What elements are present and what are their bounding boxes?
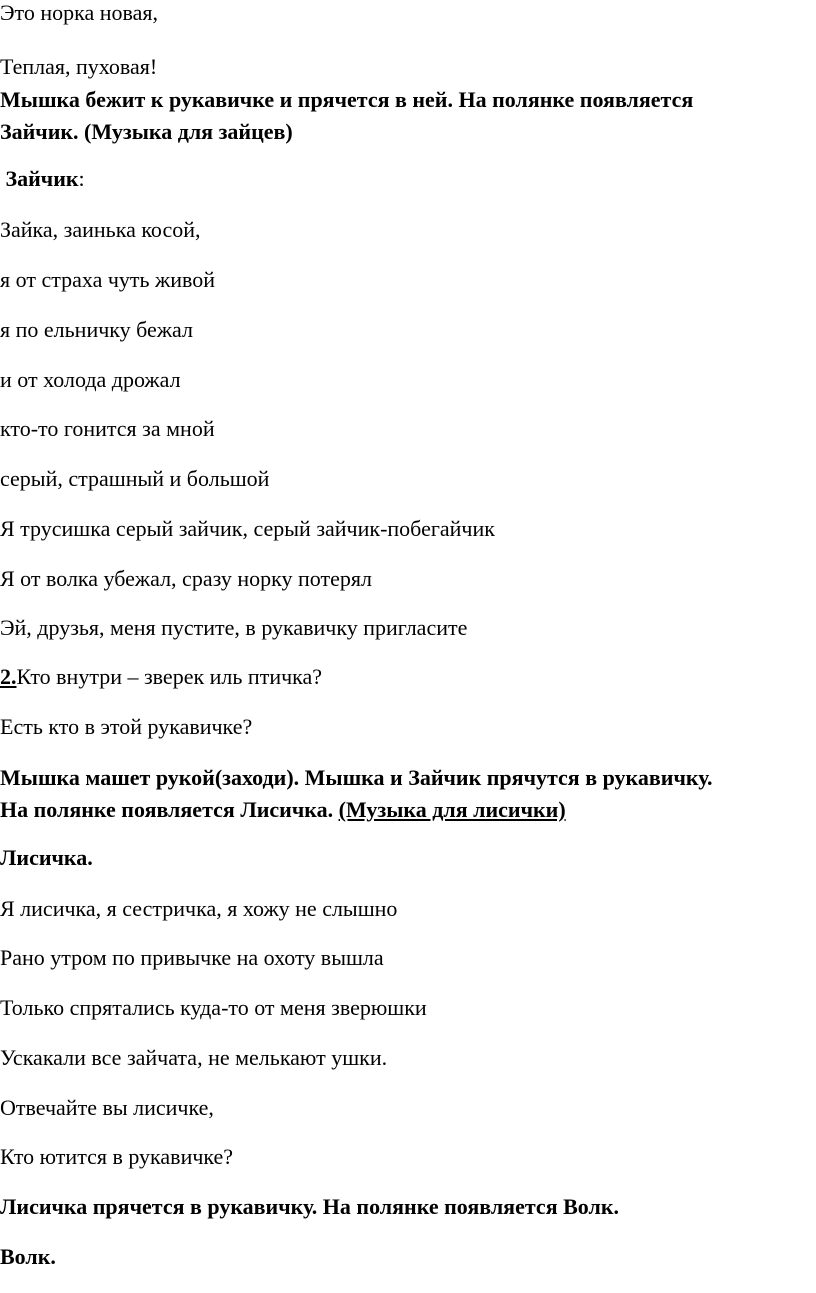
numbered-line [0, 662, 322, 692]
line-number: 2. [0, 664, 17, 689]
speaker-colon: : [78, 166, 85, 191]
poem-line: я от страха чуть живой [0, 267, 216, 292]
poem-line: Я от волка убежал, сразу норку потерял [0, 566, 372, 591]
poem-line: Ускакали все зайчата, не мелькают ушки. [0, 1045, 388, 1070]
poem-line: Теплая, пуховая! [0, 54, 158, 79]
poem-line: Есть кто в этой рукавичке? [0, 714, 253, 739]
stage-direction: Мышка бежит к рукавичке и прячется в ней. На полянке появляется [0, 87, 694, 112]
speaker-name: Лисичка. [0, 845, 93, 870]
poem-line: Отвечайте вы лисичке, [0, 1095, 214, 1120]
stage-direction-text: На полянке появляется Лисичка. [0, 797, 339, 822]
numbered-line-text: Кто внутри – зверек иль птичка? [16, 664, 323, 689]
poem-line: кто-то гонится за мной [0, 416, 215, 441]
poem-line: Я лисичка, я сестричка, я хожу не слышно [0, 896, 398, 921]
poem-line: Кто ютится в рукавичке? [0, 1144, 234, 1169]
poem-line: Только спрятались куда-то от меня зверюшки [0, 995, 427, 1020]
speaker-name: Волк. [0, 1244, 56, 1269]
poem-line: я по ельничку бежал [0, 317, 193, 342]
stage-direction [0, 795, 566, 825]
poem-line: Я трусишка серый зайчик, серый зайчик-побегайчик [0, 516, 495, 541]
stage-direction: Мышка машет рукой(заходи). Мышка и Зайчик прячутся в рукавичку. [0, 765, 713, 790]
stage-direction: Лисичка прячется в рукавичку. На полянке появляется Волк. [0, 1194, 619, 1219]
poem-line: Зайка, заинька косой, [0, 217, 201, 242]
poem-line: серый, страшный и большой [0, 466, 270, 491]
music-cue: (Музыка для лисички) [338, 797, 566, 822]
poem-line: Рано утром по привычке на охоту вышла [0, 945, 384, 970]
speaker-line [0, 164, 85, 194]
poem-line: и от холода дрожал [0, 367, 181, 392]
speaker-name: Зайчик [5, 166, 79, 191]
poem-line: Эй, друзья, меня пустите, в рукавичку пригласите [0, 615, 468, 640]
stage-direction: Зайчик. (Музыка для зайцев) [0, 119, 293, 144]
poem-line: Это норка новая, [0, 0, 158, 25]
